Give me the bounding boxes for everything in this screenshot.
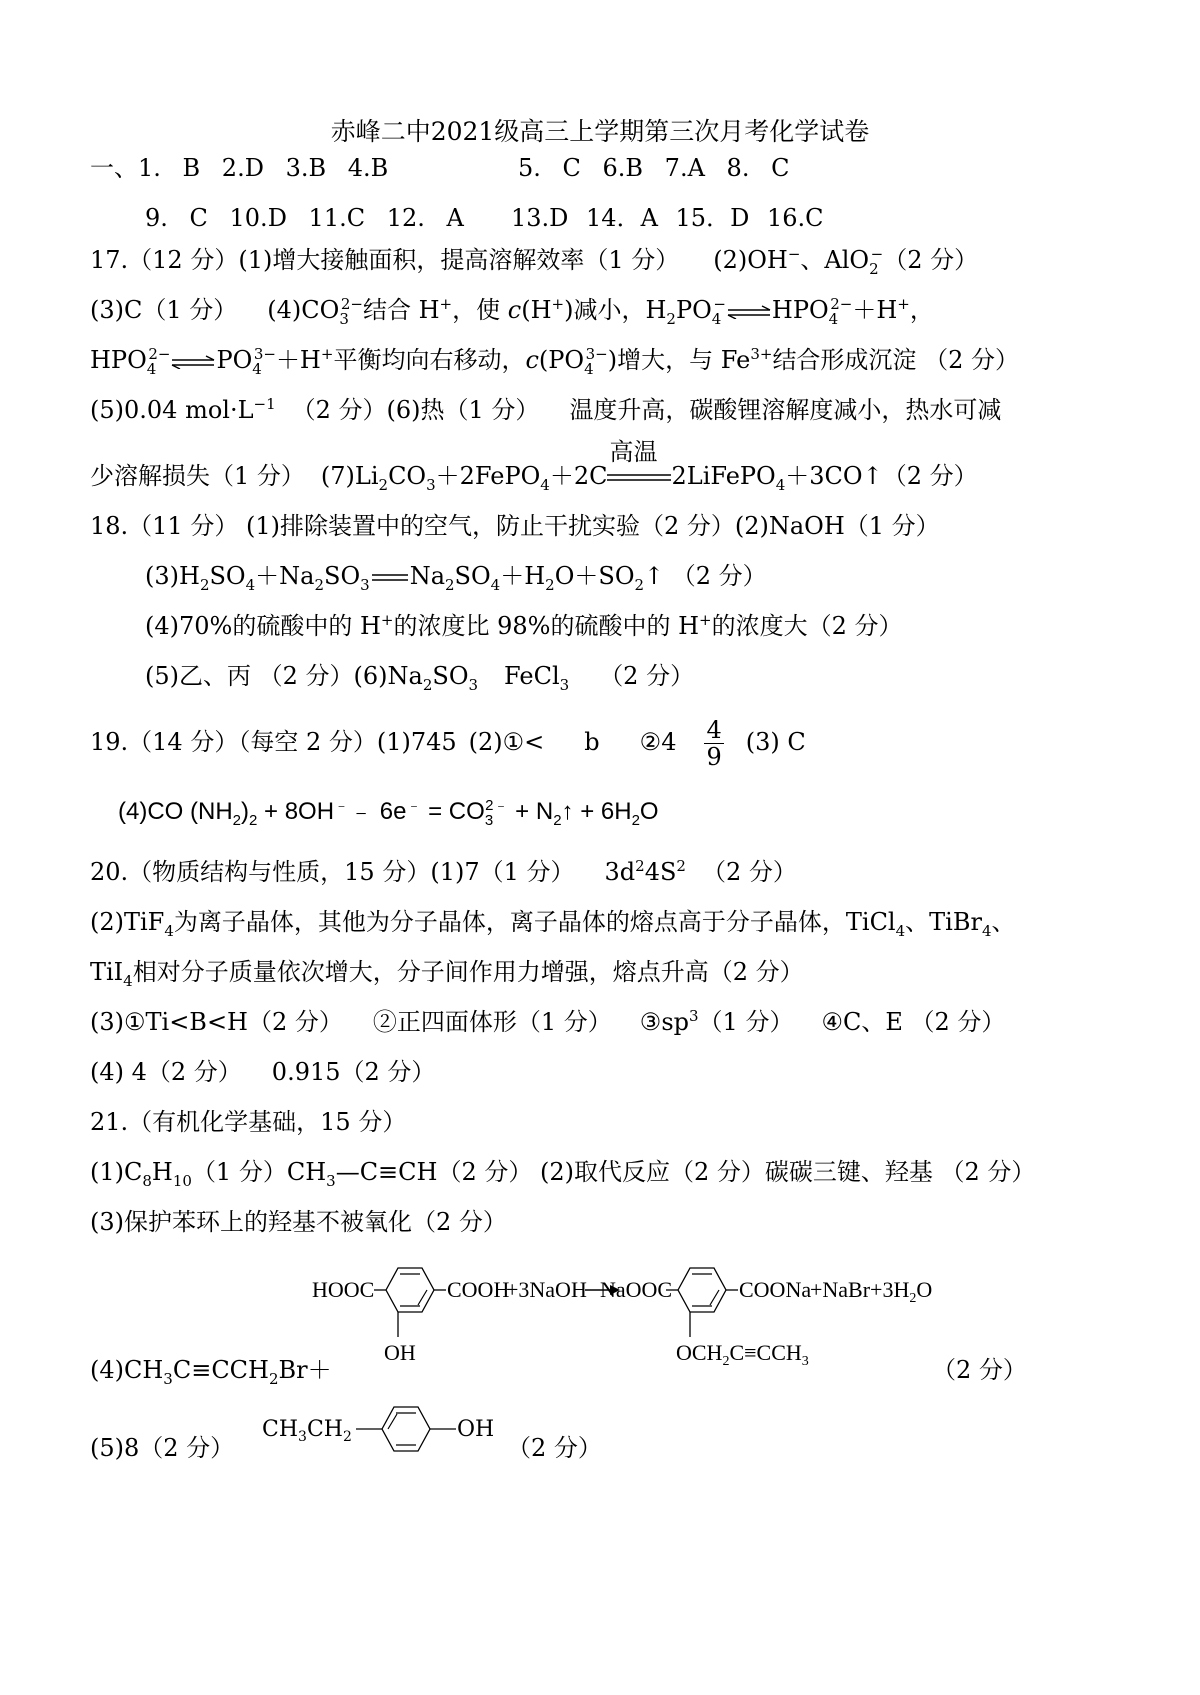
q21-line-5: (5)8（2 分） [90, 1434, 235, 1462]
q20-line-3: TiI$_4$相对分子质量依次增大，分子间作用力增强，熔点升高（2 分） [90, 958, 804, 990]
q21-line-3: (3)保护苯环上的羟基不被氧化（2 分） [90, 1208, 507, 1236]
q19-line-2: (4)CO $(NH_2)_2$ + 8OH﹣﹣ $6e^﹣ = CO_3^{2﹣}$ + $N_2↑ + 6H_2O$ [118, 797, 659, 829]
struct-hooc-label: HOOC [312, 1277, 375, 1302]
double-line-icon [607, 472, 671, 484]
equilibrium-arrow-icon [726, 305, 772, 319]
q18-line-2: $(3)H_2SO_4+Na_2SO_3$ $Na_2SO_4+H_2O+SO_2↑$ （2 分） [145, 562, 767, 594]
benzene-ring-icon [386, 1268, 434, 1312]
double-line-icon [370, 572, 410, 584]
struct-byproducts-label: $+NaBr+3H_2O$ [810, 1277, 933, 1306]
q17-line-4: (5)0.04 $mol\cdot L^{-1}$ （2 分）(6)热（1 分） 温度升高，碳酸锂溶解度减小，热水可减 [90, 395, 1002, 424]
q18-line-4: (5)乙、丙 （2 分）$(6)Na_2SO_3$ FeCl$_3$ （2 分） [145, 662, 695, 694]
q21-line-4: $(4)CH_3C\equiv CCH_2Br+$ [90, 1356, 332, 1388]
q17-line-1 [90, 244, 978, 276]
section-one-label: 一、 [90, 154, 138, 182]
q17-part2: (2)OH−、AlO$_2$−（2 分） [713, 245, 979, 278]
equilibrium-arrow-icon [170, 355, 216, 369]
q17-head: 17.（12 分）(1)增大接触面积，提高溶解效率（1 分） [90, 246, 680, 274]
q21-part4-score: （2 分） [932, 1356, 1027, 1384]
mc-row-1 [90, 152, 388, 184]
struct-coona-label: COONa [739, 1277, 812, 1302]
q20-line-5: (4) 4（2 分） 0.915（2 分） [90, 1058, 436, 1086]
fraction-four-ninths: $\frac{4}{9}$ [706, 716, 722, 771]
q20-line-4: (3)①Ti<B<H（2 分） ②正四面体形（1 分） $③sp^3(1$ 分） ④C、E （2 分） [90, 1007, 1006, 1036]
q20-line-2: (2)TiF$_4$为离子晶体，其他为分子晶体，离子晶体的熔点高于分子晶体，TiCl$_4$、TiBr$_4$、 [90, 908, 1016, 940]
mc-answers-1-4: 1. B 2.D 3.B 4.B [138, 154, 389, 182]
q18-line-3: (4)70%的硫酸中的 H+的浓度比 98%的硫酸中的 H+的浓度大（2 分） [145, 611, 903, 640]
page-title: 赤峰二中2021级高三上学期第三次月考化学试卷 [330, 117, 870, 146]
q17-line-3: $HPO_4^{2-}$ $PO_4^{3-}+H^+$平衡均向右移动，$c(PO_4^{3-})$增大，与 $Fe^{3+}$结合形成沉淀 （2 分） [90, 345, 1019, 378]
struct-naooc-label: NaOOC [600, 1277, 673, 1302]
benzene-ring-icon [678, 1268, 726, 1312]
q18-line-1: 18.（11 分） (1)排除装置中的空气，防止干扰实验（2 分）(2)NaOH（1 分） [90, 512, 940, 540]
struct-ether-label: $OCH_2C\equiv CCH_3$ [676, 1340, 809, 1369]
mc-answers-5-8: 5. C 6.B 7.A 8. C [518, 154, 790, 182]
benzene-ring-icon [382, 1407, 430, 1451]
struct-cooh-label: COOH [447, 1277, 510, 1302]
mc-answers-9-12: 9. C 10.D 11.C 12. A [145, 204, 464, 232]
mc-answers-13-16: 13.D 14．A 15．D 16.C [511, 204, 824, 232]
q19-line-1: 19.（14 分）（每空 2 分）(1)745 (2)①< b ②4 $\frac{4}{9}$ (3) C [90, 716, 806, 771]
q17-line-5: 少溶解损失（1 分） $(7)Li_2CO_3+2FePO_4+2C$ 高温 2LiFePO$_4$＋3CO↑（2 分） [90, 437, 978, 494]
q21-line-1: 21.（有机化学基础，15 分） [90, 1108, 407, 1136]
q21-line-2: $(1)C_8H_{10}(1$ 分）$CH_3—C\equiv CH(2$ 分） (2)取代反应（2 分）碳碳三键、羟基 （2 分） [90, 1158, 1036, 1190]
ethylphenol-structure [260, 1396, 500, 1466]
struct-oh-label: OH [384, 1340, 416, 1365]
q21-part5-score: （2 分） [507, 1434, 602, 1462]
reaction-structure-diagram [310, 1255, 950, 1385]
q20-line-1: 20.（物质结构与性质，15 分）(1)7（1 分） $3d^24S^2$ （2 分） [90, 857, 797, 886]
struct-ethyl-label: $CH_3CH_2$ [262, 1417, 352, 1445]
struct-oh-label: OH [457, 1417, 495, 1442]
struct-naoh-label: +3NaOH [506, 1277, 587, 1302]
reaction-condition: 高温 [607, 466, 671, 490]
q17-line-2: (3)C（1 分） $(4)CO_3^{2-}$结合 H+，使 c(H+)减小，$H_2PO_4^-$ $HPO_4^{2-}+H^+$， [90, 295, 934, 328]
